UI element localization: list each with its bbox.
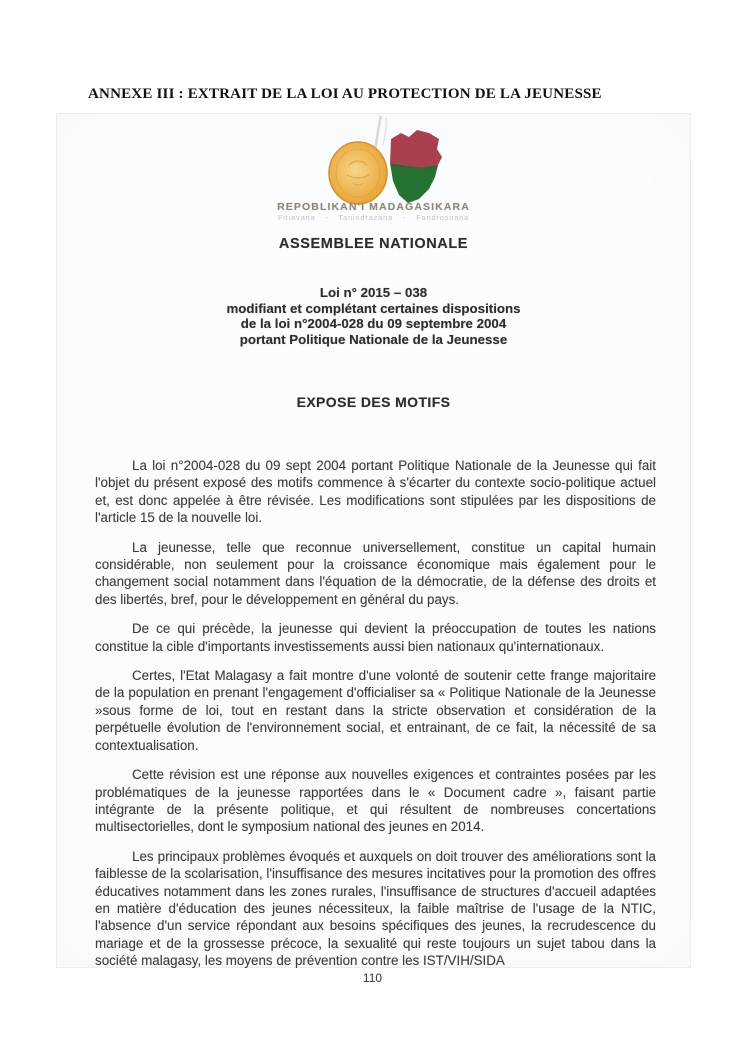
flag-red-region-icon	[390, 130, 442, 167]
paragraph: Cette révision est une réponse aux nouvelles exigences et contraintes posées par les problématiques de la jeunesse rapportées dans le « Document cadre », faisant partie intégrante de la présente politique, et qui résultent de nombreuses concertations multisectorielles, dont le symposium national des jeunes en 2014.	[95, 767, 656, 835]
paragraph: La jeunesse, telle que reconnue universellement, constitue un capital humain considérable, non seulement pour la croissance économique mais également pour le changement social notamment dans l'équation de la démocratie, de la défense des droits et des libertés, bref, pour le développement en général du pays.	[95, 539, 656, 607]
annexe-title: ANNEXE III : EXTRAIT DE LA LOI AU PROTECTION DE LA JEUNESSE	[88, 86, 602, 102]
page-number: 110	[362, 971, 383, 985]
body-text	[95, 457, 656, 970]
section-heading: EXPOSE DES MOTIFS	[296, 394, 451, 410]
institution-heading: ASSEMBLEE NATIONALE	[278, 236, 469, 252]
paragraph: Les principaux problèmes évoqués et auxquels on doit trouver des améliorations sont la faiblesse de la scolarisation, l'insuffisance des mesures incitatives pour la promotion des offres éducatives notamment dans les zones rurales, l'insuffisance de structures d'accueil adaptées en matière d'éducation des jeunes nécessiteux, la faible maîtrise de l'usage de la NTIC, l'absence d'un service répondant aux besoins spécifiques des jeunes, la recrudescence du mariage et de la grossesse précoce, la sexualité qui reste toujours un sujet tabou dans la société malagasy, les moyens de prévention contre les IST/VIH/SIDA	[95, 848, 656, 969]
scanned-document	[56, 113, 691, 968]
law-title-block	[56, 285, 691, 347]
national-motto: Fitiavana - Tanindrazana - Fandrosoana	[277, 213, 470, 222]
paragraph: De ce qui précède, la jeunesse qui devient la préoccupation de toutes les nations constitue la cible d'importants investissements aussi bien nationaux qu'internationaux.	[95, 621, 656, 654]
country-name: REPOBLIKAN'I MADAGASIKARA	[277, 201, 470, 213]
law-title-line: de la loi n°2004-028 du 09 septembre 2004	[240, 316, 507, 332]
gold-seal-icon	[329, 142, 387, 204]
madagascar-emblem-icon	[311, 115, 481, 211]
law-title-line: modifiant et complétant certaines dispositions	[226, 300, 521, 316]
paragraph: La loi n°2004-028 du 09 sept 2004 portant Politique Nationale de la Jeunesse qui fait l'objet du présent exposé des motifs commence à s'écarter du contexte socio-politique actuel et, est donc appelée à être révisée. Les modifications sont stipulées par les dispositions de l'article 15 de la nouvelle loi.	[95, 458, 656, 526]
pole-smudge-icon	[375, 116, 381, 151]
paragraph: Certes, l'Etat Malagasy a fait montre d'une volonté de soutenir cette frange majoritaire de la population en prenant l'engagement d'officialiser sa « Politique Nationale de la Jeunesse »sous forme de loi, tout en restant dans la stricte observation et considération de la perpétuelle évolution de l'environnement social, et entrainant, de ce fait, la nécessité de sa contextualisation.	[95, 668, 656, 753]
law-number-line: Loi n° 2015 – 038	[319, 285, 428, 300]
flag-green-region-icon	[390, 163, 438, 203]
law-title-line: portant Politique Nationale de la Jeunesse	[239, 331, 508, 347]
